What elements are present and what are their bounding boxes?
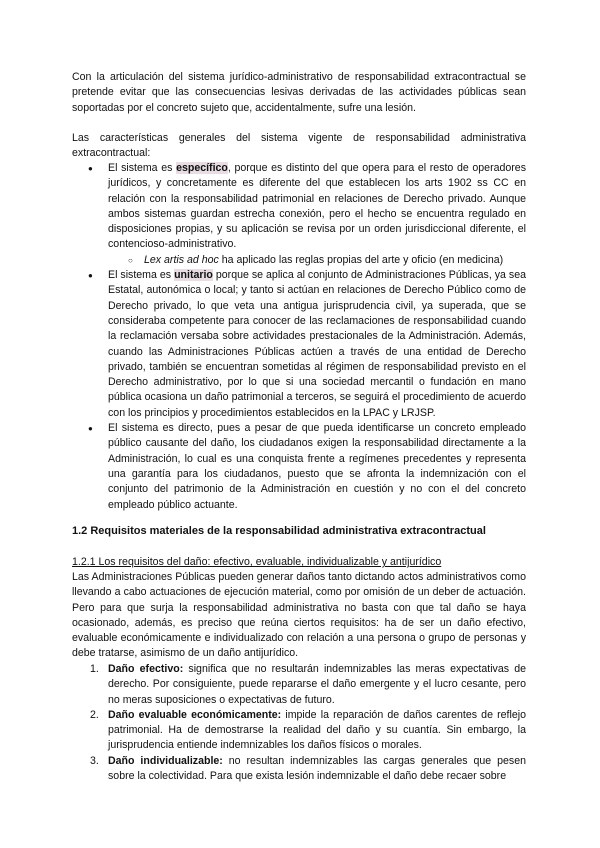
characteristics-list xyxy=(108,161,526,513)
sub-list-item: ○ Lex artis ad hoc ha aplicado las reglas propias del arte y oficio (en medicina) xyxy=(144,253,526,268)
section-paragraph: Las Administraciones Públicas pueden generar daños tanto dictando actos administrativos como llevando a cabo actuaciones de ejecución material, como por omisión de un deber de actuación. Pero para que surja la responsabilidad administrativa no basta con que tal daño se haya ocasionado, además, es preciso que reúna ciertos requisitos: ha de ser un daño efectivo, evaluable económicamente e individualizado con relación a una persona o grupo de personas y debe tratarse, asimismo de un daño antijurídico. xyxy=(72,571,526,660)
sub-list xyxy=(108,253,526,268)
list-item: 2. Daño evaluable económicamente: impide la reparación de daños carentes de reflejo patrimonial. Ha de demostrarse la realidad del daño y su cuantía. Sin embargo, la jurisprudencia entiende indemnizables los daños físicos o morales. xyxy=(90,708,526,752)
section-subheading: 1.2.1 Los requisitos del daño: efectivo, evaluable, individualizable y antijurídico xyxy=(72,556,442,568)
list-item: 1. Daño efectivo: significa que no resultarán indemnizables las meras expectativas de derecho. Por consiguiente, puede repararse el daño emergente y el lucro cesante, pero no meras suposiciones o expectativas de futuro. xyxy=(90,663,526,706)
highlighted-keyword: unitario xyxy=(174,269,213,282)
list-item xyxy=(108,268,526,421)
list-item-text: ● El sistema es específico, porque es distinto del que opera para el resto de operadores jurídicos, y concretamente es diferente del que establecen los arts 1902 ss CC en relación con la responsabilidad patrimonial en relaciones de Derecho privado. Aunque ambos sistemas guardan estrecha conexión, pero el hecho se encuentra regulado en disposiciones propias, y su aplicación se revisa por un orden jurisdiccional diferente, el contencioso-administrativo. xyxy=(108,162,526,251)
intro-paragraph: Con la articulación del sistema jurídico-administrativo de responsabilidad extracontractual se pretende evitar que las consecuencias lesivas derivadas de las actividades públicas sean soportadas por el concreto sujeto que, accidentalmente, sufre una lesión. xyxy=(72,71,526,114)
list-item-text: ● El sistema es unitario porque se aplica al conjunto de Administraciones Públicas, ya sea Estatal, autonómica o local; y tanto si actúan en relaciones de Derecho Público como de Derecho privado, lo que veta una antigua jurisprudencia civil, ya superada, que se consideraba competente para conocer de las reclamaciones de responsabilidad cuando la reclamación versaba sobre actividades prestacionales de la Administración. Además, cuando las Administraciones Públicas actúen a través de una entidad de Derecho privado, también se encuentran sometidas al régimen de responsabilidad previsto en el Derecho administrativo, por lo que si una sociedad mercantil o fundación en mano pública ocasiona un daño patrimonial a terceros, se seguirá el procedimiento de acuerdo con los principios y procedimientos establecidos en la LPAC y LRJSP. xyxy=(108,269,527,419)
requirements-list xyxy=(90,662,526,784)
list-item: 3. Daño individualizable: no resultan indemnizables las cargas generales que pesen sobre la colectividad. Para que exista lesión indemnizable el daño debe recaer sobre xyxy=(90,754,526,783)
section-heading: 1.2 Requisitos materiales de la responsabilidad administrativa extracontractual xyxy=(72,525,486,537)
list-item xyxy=(108,421,526,513)
list-item-text: ● El sistema es directo, pues a pesar de que pueda identificarse un concreto empleado público causante del daño, los ciudadanos exigen la responsabilidad directamente a la Administración, lo cual es una conquista frente a regímenes precedentes y representa una garantía para los ciudadanos, puesto que se afronta la indemnización con el conjunto del patrimonio de la Administración en cuestión y no con el del concreto empleado público actuante. xyxy=(108,422,526,511)
list-item xyxy=(108,161,526,268)
characteristics-lead: Las características generales del sistema vigente de responsabilidad administrativa extracontractual: xyxy=(72,132,526,160)
highlighted-keyword: específico xyxy=(176,162,228,174)
